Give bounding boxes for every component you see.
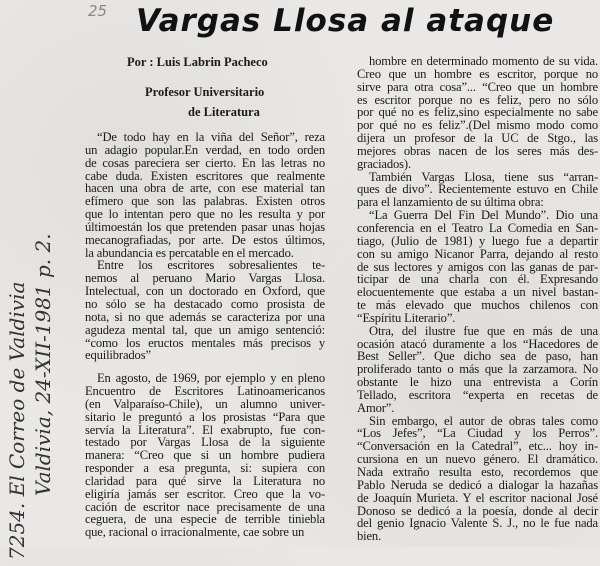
text-line: conferencia en el Teatro La Comedia en San-	[357, 220, 598, 235]
text-line: “como los eructos mentales más precisos y	[85, 335, 325, 350]
byline-field: de Literatura	[188, 105, 260, 119]
text-line: ticipar de una charla con él. Expresando	[357, 272, 598, 287]
text-line: testado por Vargas Llosa de la siguiente	[85, 435, 325, 450]
text-line: del genio Ignacio Valente S. J., no le fue nada	[357, 516, 598, 531]
text-line: últimoestán los que pretenden pasar unas hojas	[85, 219, 325, 234]
text-line: Otra, del ilustre fue que en más de una	[369, 323, 598, 338]
handwritten-source-note	[4, 106, 56, 566]
text-line: que, racional o irracionalmente, cae sobre un	[85, 525, 305, 540]
text-line: la abundancia es percatable en el mercado.	[85, 245, 294, 260]
text-line: ques de divo”. Recientemente estuvo en Chile	[357, 182, 598, 197]
text-line: cación de escritor nace precisamente de una	[85, 499, 325, 514]
text-line: sitario le preguntó a los prosistas “Para que	[85, 409, 325, 424]
text-line: Best Seller”. Que dicho sea de paso, han	[357, 349, 598, 364]
text-line: ocasión atacó duramente a los “Hacedores de	[357, 336, 598, 351]
text-line: de sus lectores y amigos con las ganas de par-	[357, 259, 598, 274]
article-column-right	[357, 55, 598, 543]
text-line: es escritor porque no es feliz, pero no sólo	[357, 92, 598, 107]
text-line: (en Valparaíso-Chile), un alumno univer-	[85, 396, 325, 411]
text-line: graciados).	[357, 156, 411, 171]
text-line: proliferado tanto o más que la zarzamora. No	[357, 362, 598, 377]
text-line: manera: “Creo que si un hombre pudiera	[85, 448, 325, 463]
text-line: “Espíritu Literario”.	[357, 310, 456, 325]
text-line: En agosto, de 1969, por ejemplo y en pleno	[97, 371, 325, 386]
text-line: Tellado, escritora “experta en recetas de	[357, 387, 598, 402]
text-line: por qué no es feliz”.(Del mismo modo como	[357, 118, 598, 133]
byline-author: Por : Luis Labrin Pacheco	[127, 55, 268, 69]
text-line: que lo intentan pero que no les resulta y por	[85, 207, 325, 222]
text-line: Pablo Neruda se dedicó a dialogar la hazañas	[357, 477, 598, 492]
text-line: Intelectual, con un doctorado en Oxford, que	[85, 284, 325, 299]
text-line: “Conversación en la Catedral”, etc... hoy in-	[357, 439, 598, 454]
text-line: Amor”.	[357, 400, 395, 415]
text-line: un adagio popular.En verdad, en todo orden	[85, 142, 325, 157]
text-line: agudeza mental tal, que un amigo sentenció:	[85, 322, 325, 337]
text-line: mejores obras nacen de los seres más des-	[357, 143, 598, 158]
text-line: dijera un profesor de la UC de Stgo., las	[357, 131, 598, 146]
text-line: obstante le hizo una entrevista a Corín	[357, 375, 598, 390]
text-line: responder a esa pregunta, si: supiera con	[85, 461, 325, 476]
text-line: tiago, (Julio de 1981) y luego fue a departir	[357, 233, 598, 248]
handwritten-note-line2: Valdivia, 24-XII-1981 p. 2.	[31, 233, 55, 496]
handwritten-note-line1: 7254. El Correo de Valdivia	[5, 281, 29, 560]
text-line: por qué no es feliz,sino especialmente no sabe	[357, 105, 598, 120]
text-line: nemos al peruano Mario Vargas Llosa.	[85, 271, 325, 286]
text-line: cabe duda. Existen escritores que realmente	[85, 168, 325, 183]
text-line: te más elevado que muchos chilenos con	[357, 298, 598, 313]
text-line: “La Guerra Del Fin Del Mundo”. Dio una	[369, 208, 598, 223]
text-line: Sin embargo, el autor de obras tales como	[369, 413, 598, 428]
text-line: para el lanzamiento de su última obra:	[357, 195, 544, 210]
text-line: con su amigo Nicanor Parra, dejando al resto	[357, 246, 598, 261]
text-line: no sólo se ha destacado como prosista de	[85, 296, 325, 311]
text-line: de cosas pareciera ser cierto. En las letras no	[85, 155, 325, 170]
text-line: cursiona en un nuevo género. El dramático.	[357, 452, 598, 467]
text-line: mecanografiadas, por arte. De estos últimos,	[85, 232, 325, 247]
text-line: claridad para qué sirve la Literatura no	[85, 473, 325, 488]
handwritten-page-number: 25	[88, 2, 108, 20]
article-title: Vargas Llosa al ataque	[136, 3, 555, 39]
text-line: servía la Literatura”. El exabrupto, fue con-	[85, 422, 325, 437]
text-line: Encuentro de Escritores Latinoamericanos	[85, 384, 325, 399]
text-line: eligiría jamás ser escritor. Creo que la vo-	[85, 486, 325, 501]
text-line: de Joaquín Murieta. Y el escritor nacional José	[357, 490, 598, 505]
text-line: También Vargas Llosa, tiene sus “arran-	[369, 169, 598, 184]
text-line: ceguera, de una especie de terrible tiniebla	[85, 512, 325, 527]
text-line: Donoso se dedicó a la poesía, donde al decir	[357, 503, 598, 518]
text-line: bien.	[357, 529, 382, 544]
byline-role: Profesor Universitario	[145, 85, 265, 99]
text-line: Nada extraño resulta esto, recordemos que	[357, 465, 598, 479]
text-line: sirve para otra cosa”... “Creo que un hombre	[357, 79, 598, 94]
text-line: “De todo hay en la viña del Señor”, reza	[97, 130, 325, 144]
text-line: equilibrados”	[85, 348, 151, 363]
text-line: hacen una obra de arte, con ese material tan	[85, 181, 325, 196]
text-line: Creo que un hombre es escritor, porque no	[357, 66, 598, 81]
text-line: efímero que son las palabras. Existen otros	[85, 194, 325, 209]
text-line: Entre los escritores sobresalientes te-	[97, 258, 325, 273]
text-line: nota, si no que además se caracteriza por una	[85, 309, 325, 324]
text-line: elocuentemente que estaba a un nivel bastan-	[357, 285, 598, 300]
text-line: hombre en determinado momento de su vida.	[369, 54, 598, 68]
text-line: “Los Jefes”, “La Ciudad y los Perros”.	[357, 426, 598, 441]
article-column-left	[85, 131, 325, 539]
